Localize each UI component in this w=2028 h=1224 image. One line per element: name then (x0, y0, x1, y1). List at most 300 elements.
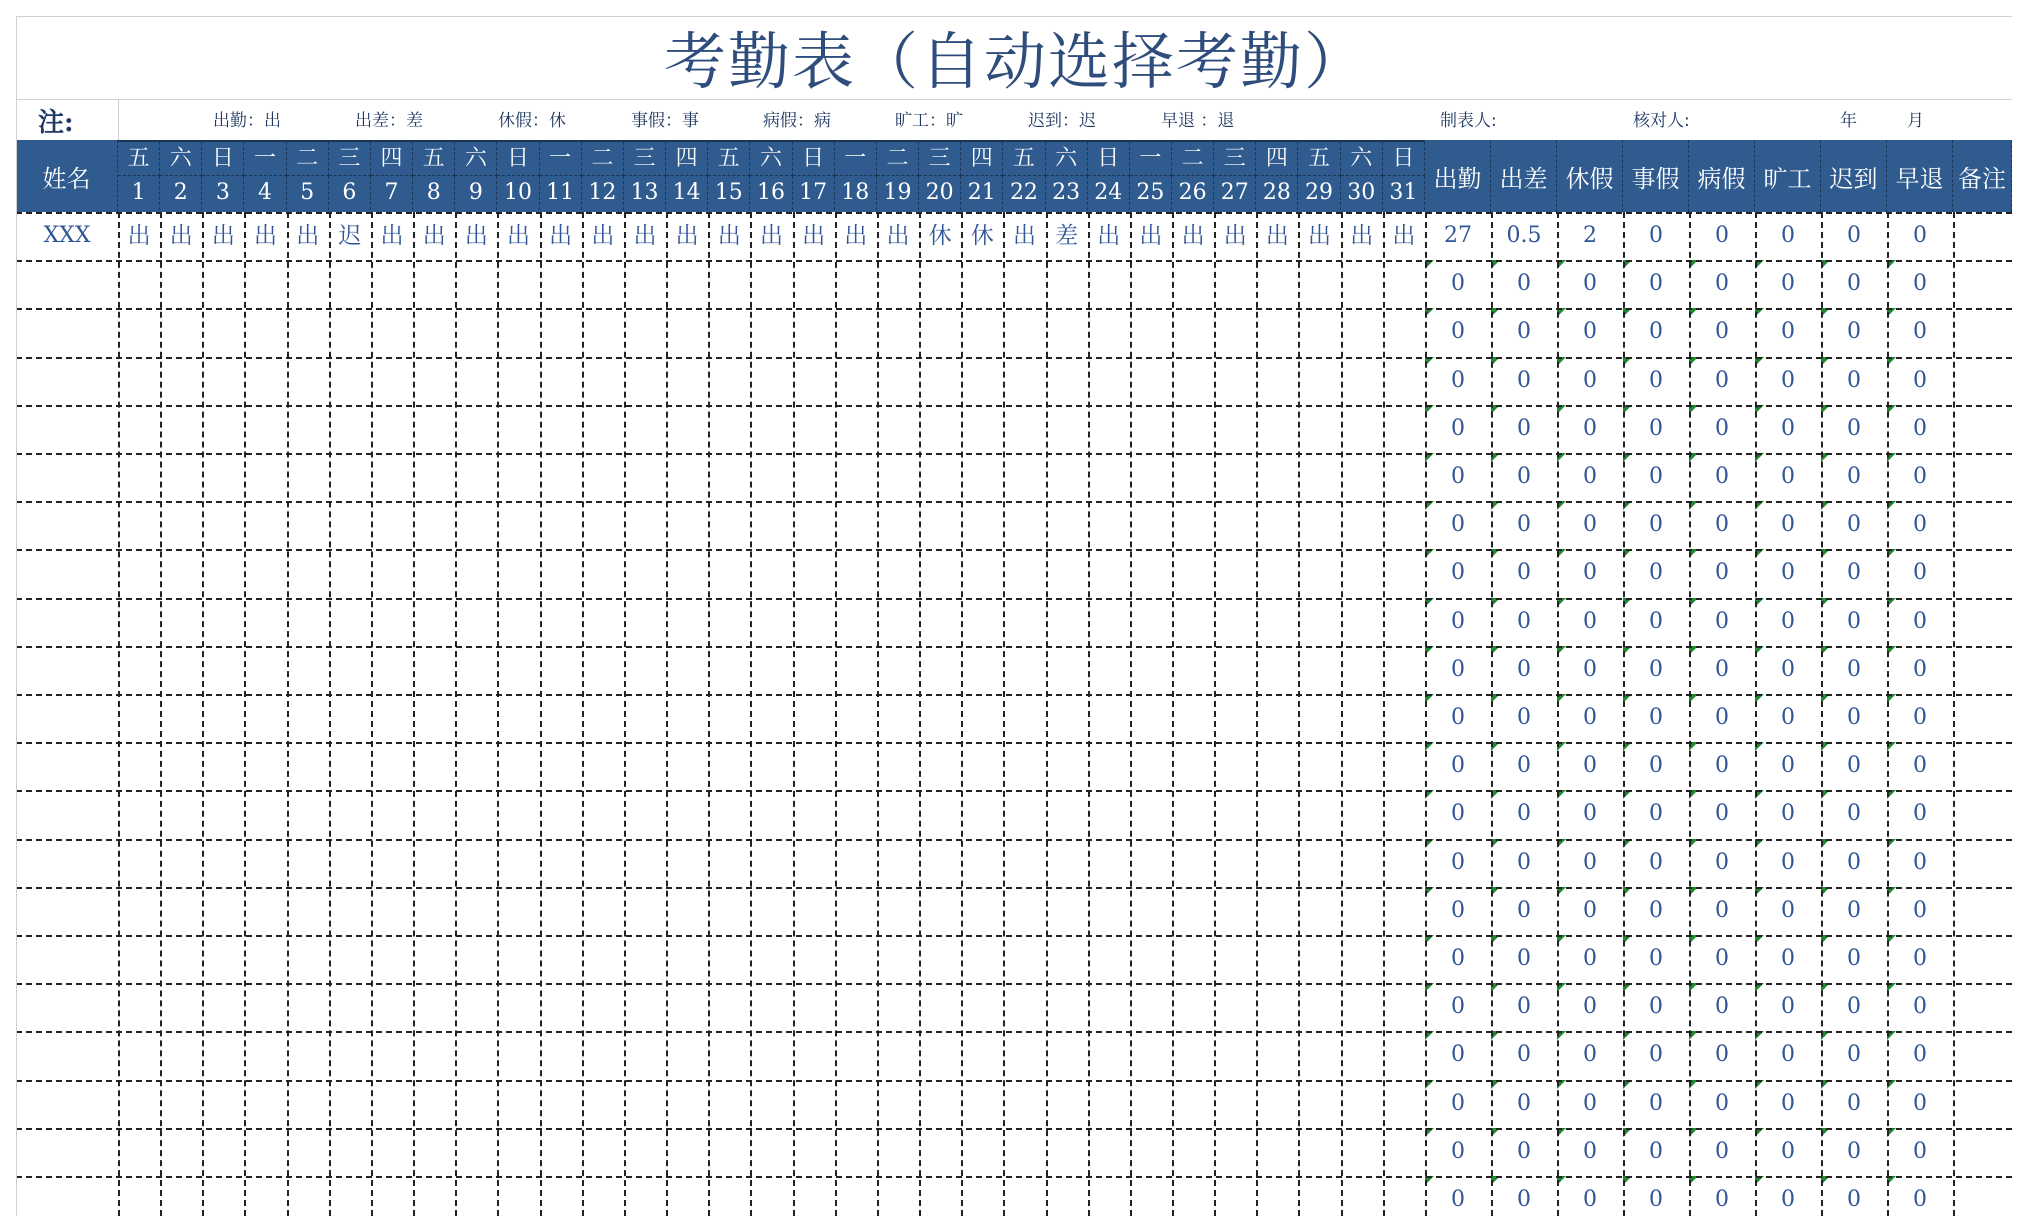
day-cell[interactable] (1172, 839, 1214, 887)
day-cell[interactable] (835, 1128, 877, 1176)
day-cell[interactable] (1341, 839, 1383, 887)
day-cell[interactable] (202, 1031, 244, 1079)
summary-cell[interactable] (1953, 887, 2012, 935)
day-cell[interactable] (1341, 1128, 1383, 1176)
day-cell[interactable] (1214, 742, 1256, 790)
day-cell[interactable] (455, 453, 497, 501)
day-cell[interactable] (329, 453, 371, 501)
day-cell[interactable] (1088, 694, 1130, 742)
day-cell[interactable] (919, 887, 961, 935)
day-cell[interactable] (160, 694, 202, 742)
day-cell[interactable] (329, 405, 371, 453)
summary-cell[interactable]: 0 (1887, 839, 1953, 887)
summary-cell[interactable]: 0 (1887, 260, 1953, 308)
day-cell[interactable] (835, 1080, 877, 1128)
day-cell[interactable] (582, 357, 624, 405)
day-cell[interactable] (1298, 742, 1340, 790)
day-cell[interactable] (371, 983, 413, 1031)
day-cell[interactable] (919, 694, 961, 742)
day-cell[interactable] (1214, 646, 1256, 694)
day-cell[interactable] (1341, 501, 1383, 549)
summary-cell[interactable]: 0 (1821, 308, 1887, 356)
day-cell[interactable]: 出 (633, 223, 657, 249)
day-cell[interactable] (1214, 1176, 1256, 1224)
day-cell[interactable] (1130, 1128, 1172, 1176)
day-cell[interactable] (666, 308, 708, 356)
summary-cell[interactable]: 0 (1755, 790, 1821, 838)
day-cell[interactable] (202, 598, 244, 646)
summary-cell[interactable]: 0 (1821, 935, 1887, 983)
day-cell[interactable] (160, 1128, 202, 1176)
day-cell[interactable] (540, 1031, 582, 1079)
day-cell[interactable] (244, 308, 286, 356)
day-cell[interactable] (118, 1176, 160, 1224)
day-cell[interactable] (919, 453, 961, 501)
day-cell[interactable] (624, 1176, 666, 1224)
day-cell[interactable] (793, 646, 835, 694)
day-cell[interactable] (1003, 1080, 1045, 1128)
day-cell[interactable] (1383, 501, 1425, 549)
day-cell[interactable] (1046, 790, 1088, 838)
summary-cell[interactable]: 0 (1623, 935, 1689, 983)
name-cell[interactable] (16, 260, 118, 308)
day-cell[interactable] (329, 501, 371, 549)
day-cell[interactable] (1256, 357, 1298, 405)
summary-cell[interactable] (1953, 935, 2012, 983)
day-cell[interactable] (1088, 549, 1130, 597)
day-cell[interactable] (1256, 260, 1298, 308)
summary-cell[interactable] (1953, 405, 2012, 453)
day-cell[interactable] (750, 357, 792, 405)
day-cell[interactable] (244, 1176, 286, 1224)
day-cell[interactable] (1341, 549, 1383, 597)
name-cell[interactable] (16, 790, 118, 838)
day-cell[interactable] (624, 694, 666, 742)
day-cell[interactable] (1088, 742, 1130, 790)
summary-cell[interactable]: 0 (1557, 598, 1623, 646)
summary-cell[interactable]: 0 (1425, 935, 1491, 983)
day-cell[interactable] (793, 839, 835, 887)
day-cell[interactable] (624, 357, 666, 405)
day-cell[interactable] (1341, 308, 1383, 356)
summary-cell[interactable]: 0 (1623, 453, 1689, 501)
day-cell[interactable] (961, 742, 1003, 790)
day-cell[interactable] (1003, 983, 1045, 1031)
day-cell[interactable] (1003, 1176, 1045, 1224)
day-cell[interactable] (1214, 357, 1256, 405)
day-cell[interactable] (413, 742, 455, 790)
day-cell[interactable] (835, 260, 877, 308)
day-cell[interactable] (919, 742, 961, 790)
day-cell[interactable] (708, 405, 750, 453)
name-cell[interactable] (16, 549, 118, 597)
day-cell[interactable] (961, 549, 1003, 597)
day-cell[interactable] (835, 694, 877, 742)
day-cell[interactable] (118, 839, 160, 887)
day-cell[interactable] (1256, 742, 1298, 790)
day-cell[interactable] (582, 598, 624, 646)
summary-cell[interactable]: 0 (1821, 742, 1887, 790)
day-cell[interactable] (1341, 260, 1383, 308)
day-cell[interactable] (244, 1128, 286, 1176)
day-cell[interactable] (582, 1176, 624, 1224)
day-cell[interactable] (329, 1176, 371, 1224)
day-cell[interactable] (877, 790, 919, 838)
day-cell[interactable] (1003, 742, 1045, 790)
day-cell[interactable] (540, 598, 582, 646)
day-cell[interactable] (244, 1031, 286, 1079)
day-cell[interactable] (961, 260, 1003, 308)
summary-cell[interactable]: 0 (1755, 646, 1821, 694)
day-cell[interactable] (287, 501, 329, 549)
summary-cell[interactable]: 0 (1491, 598, 1557, 646)
day-cell[interactable] (666, 887, 708, 935)
day-cell[interactable] (1088, 405, 1130, 453)
day-cell[interactable] (160, 308, 202, 356)
day-cell[interactable] (371, 308, 413, 356)
day-cell[interactable] (835, 453, 877, 501)
day-cell[interactable] (329, 549, 371, 597)
summary-cell[interactable]: 0 (1689, 742, 1755, 790)
day-cell[interactable] (160, 1176, 202, 1224)
name-cell[interactable] (16, 1080, 118, 1128)
day-cell[interactable] (1341, 790, 1383, 838)
day-cell[interactable] (919, 260, 961, 308)
day-cell[interactable] (329, 983, 371, 1031)
day-cell[interactable] (624, 1128, 666, 1176)
summary-cell[interactable]: 0 (1821, 1176, 1887, 1224)
day-cell[interactable]: 出 (802, 223, 826, 249)
summary-cell[interactable]: 0 (1689, 887, 1755, 935)
day-cell[interactable] (413, 405, 455, 453)
day-cell[interactable] (1256, 549, 1298, 597)
day-cell[interactable] (329, 260, 371, 308)
day-cell[interactable] (666, 405, 708, 453)
day-cell[interactable] (708, 598, 750, 646)
day-cell[interactable] (1341, 694, 1383, 742)
day-cell[interactable] (1298, 501, 1340, 549)
day-cell[interactable] (287, 646, 329, 694)
day-cell[interactable] (160, 260, 202, 308)
day-cell[interactable] (582, 887, 624, 935)
day-cell[interactable] (750, 549, 792, 597)
day-cell[interactable] (835, 887, 877, 935)
day-cell[interactable]: 出 (380, 223, 404, 249)
day-cell[interactable] (287, 1128, 329, 1176)
day-cell[interactable] (1214, 501, 1256, 549)
day-cell[interactable] (877, 405, 919, 453)
day-cell[interactable] (919, 1080, 961, 1128)
day-cell[interactable] (582, 839, 624, 887)
day-cell[interactable] (202, 308, 244, 356)
day-cell[interactable] (329, 1080, 371, 1128)
summary-cell[interactable]: 0 (1491, 357, 1557, 405)
day-cell[interactable] (540, 935, 582, 983)
day-cell[interactable] (624, 260, 666, 308)
day-cell[interactable] (1088, 598, 1130, 646)
day-cell[interactable] (1130, 357, 1172, 405)
summary-cell[interactable]: 0 (1755, 1031, 1821, 1079)
name-cell[interactable] (16, 742, 118, 790)
summary-cell[interactable]: 0 (1821, 694, 1887, 742)
day-cell[interactable] (202, 887, 244, 935)
day-cell[interactable] (1341, 646, 1383, 694)
summary-cell[interactable]: 0 (1623, 1031, 1689, 1079)
day-cell[interactable] (1046, 1176, 1088, 1224)
day-cell[interactable] (371, 501, 413, 549)
summary-cell[interactable]: 0 (1887, 549, 1953, 597)
day-cell[interactable] (919, 790, 961, 838)
day-cell[interactable]: 出 (1265, 223, 1289, 249)
day-cell[interactable] (371, 935, 413, 983)
day-cell[interactable] (1003, 549, 1045, 597)
day-cell[interactable] (413, 549, 455, 597)
day-cell[interactable] (497, 790, 539, 838)
summary-cell[interactable]: 0 (1887, 790, 1953, 838)
day-cell[interactable] (329, 790, 371, 838)
day-cell[interactable] (961, 1031, 1003, 1079)
day-cell[interactable] (835, 405, 877, 453)
day-cell[interactable]: 出 (254, 223, 278, 249)
day-cell[interactable] (1214, 839, 1256, 887)
day-cell[interactable] (708, 694, 750, 742)
day-cell[interactable] (244, 549, 286, 597)
day-cell[interactable] (202, 1128, 244, 1176)
day-cell[interactable] (497, 260, 539, 308)
summary-cell[interactable]: 0 (1689, 1128, 1755, 1176)
summary-cell[interactable]: 0 (1557, 790, 1623, 838)
day-cell[interactable] (118, 453, 160, 501)
day-cell[interactable] (835, 501, 877, 549)
day-cell[interactable] (497, 646, 539, 694)
day-cell[interactable] (1341, 1080, 1383, 1128)
day-cell[interactable] (1383, 887, 1425, 935)
day-cell[interactable] (1046, 742, 1088, 790)
day-cell[interactable] (329, 694, 371, 742)
summary-cell[interactable]: 0 (1425, 694, 1491, 742)
day-cell[interactable] (1003, 1128, 1045, 1176)
day-cell[interactable] (582, 549, 624, 597)
summary-cell[interactable]: 0 (1887, 357, 1953, 405)
name-cell[interactable] (16, 646, 118, 694)
summary-cell[interactable]: 0 (1755, 1176, 1821, 1224)
summary-cell[interactable]: 0 (1425, 1080, 1491, 1128)
day-cell[interactable] (961, 1080, 1003, 1128)
day-cell[interactable] (1256, 405, 1298, 453)
summary-cell[interactable]: 0 (1821, 549, 1887, 597)
day-cell[interactable] (624, 549, 666, 597)
summary-cell[interactable]: 0 (1557, 1031, 1623, 1079)
day-cell[interactable] (919, 501, 961, 549)
day-cell[interactable] (244, 405, 286, 453)
summary-cell[interactable]: 0 (1425, 357, 1491, 405)
day-cell[interactable] (413, 839, 455, 887)
day-cell[interactable] (160, 983, 202, 1031)
day-cell[interactable] (202, 983, 244, 1031)
day-cell[interactable] (1214, 694, 1256, 742)
name-cell[interactable] (16, 501, 118, 549)
summary-cell[interactable]: 0 (1557, 549, 1623, 597)
summary-cell[interactable]: 0 (1557, 887, 1623, 935)
day-cell[interactable] (919, 405, 961, 453)
day-cell[interactable] (835, 983, 877, 1031)
day-cell[interactable] (1298, 1031, 1340, 1079)
day-cell[interactable] (287, 260, 329, 308)
day-cell[interactable] (1130, 501, 1172, 549)
day-cell[interactable] (413, 694, 455, 742)
day-cell[interactable] (118, 260, 160, 308)
day-cell[interactable] (1088, 839, 1130, 887)
name-cell[interactable] (16, 935, 118, 983)
day-cell[interactable] (666, 1080, 708, 1128)
day-cell[interactable] (1383, 983, 1425, 1031)
day-cell[interactable] (793, 308, 835, 356)
day-cell[interactable] (455, 1080, 497, 1128)
summary-cell[interactable]: 0 (1491, 1031, 1557, 1079)
day-cell[interactable] (793, 549, 835, 597)
day-cell[interactable]: 出 (211, 223, 235, 249)
summary-cell[interactable]: 0 (1689, 1031, 1755, 1079)
summary-cell[interactable]: 0 (1821, 501, 1887, 549)
day-cell[interactable] (371, 646, 413, 694)
day-cell[interactable] (202, 549, 244, 597)
summary-cell[interactable]: 0 (1755, 1080, 1821, 1128)
day-cell[interactable] (160, 549, 202, 597)
summary-cell[interactable]: 0 (1491, 1128, 1557, 1176)
summary-cell[interactable]: 0 (1689, 549, 1755, 597)
summary-cell[interactable]: 0 (1623, 839, 1689, 887)
day-cell[interactable] (1214, 935, 1256, 983)
day-cell[interactable] (1130, 549, 1172, 597)
day-cell[interactable] (1172, 405, 1214, 453)
day-cell[interactable] (1130, 453, 1172, 501)
day-cell[interactable] (582, 790, 624, 838)
day-cell[interactable] (1172, 1128, 1214, 1176)
name-cell[interactable] (16, 598, 118, 646)
summary-cell[interactable]: 0 (1491, 1080, 1557, 1128)
day-cell[interactable] (160, 357, 202, 405)
summary-cell[interactable]: 0 (1821, 357, 1887, 405)
day-cell[interactable] (202, 742, 244, 790)
day-cell[interactable] (287, 839, 329, 887)
day-cell[interactable] (160, 598, 202, 646)
day-cell[interactable] (793, 598, 835, 646)
day-cell[interactable] (582, 501, 624, 549)
day-cell[interactable] (497, 983, 539, 1031)
day-cell[interactable] (708, 260, 750, 308)
day-cell[interactable] (118, 646, 160, 694)
day-cell[interactable] (750, 598, 792, 646)
day-cell[interactable] (160, 1080, 202, 1128)
day-cell[interactable] (666, 1128, 708, 1176)
day-cell[interactable] (1172, 790, 1214, 838)
day-cell[interactable] (877, 935, 919, 983)
day-cell[interactable] (371, 1080, 413, 1128)
day-cell[interactable] (708, 887, 750, 935)
day-cell[interactable] (708, 1080, 750, 1128)
day-cell[interactable] (455, 742, 497, 790)
day-cell[interactable] (413, 260, 455, 308)
day-cell[interactable] (329, 1128, 371, 1176)
day-cell[interactable]: 迟 (338, 223, 362, 249)
summary-cell[interactable]: 0 (1755, 549, 1821, 597)
day-cell[interactable] (835, 357, 877, 405)
day-cell[interactable] (919, 598, 961, 646)
day-cell[interactable] (1172, 983, 1214, 1031)
day-cell[interactable] (1088, 935, 1130, 983)
summary-cell[interactable]: 0 (1623, 260, 1689, 308)
day-cell[interactable] (624, 598, 666, 646)
summary-cell[interactable]: 0 (1491, 790, 1557, 838)
summary-cell[interactable]: 0 (1623, 598, 1689, 646)
day-cell[interactable] (1046, 694, 1088, 742)
summary-cell[interactable]: 0 (1491, 549, 1557, 597)
day-cell[interactable] (540, 501, 582, 549)
summary-cell[interactable]: 0 (1491, 694, 1557, 742)
day-cell[interactable] (961, 598, 1003, 646)
day-cell[interactable] (624, 646, 666, 694)
summary-cell[interactable]: 0 (1425, 598, 1491, 646)
summary-cell[interactable]: 0 (1755, 598, 1821, 646)
name-cell[interactable]: XXX (43, 223, 91, 248)
day-cell[interactable] (455, 501, 497, 549)
day-cell[interactable] (1046, 549, 1088, 597)
day-cell[interactable] (666, 260, 708, 308)
day-cell[interactable] (582, 1080, 624, 1128)
day-cell[interactable] (666, 694, 708, 742)
day-cell[interactable] (540, 260, 582, 308)
day-cell[interactable] (413, 1080, 455, 1128)
day-cell[interactable] (877, 1031, 919, 1079)
day-cell[interactable] (582, 742, 624, 790)
day-cell[interactable] (244, 887, 286, 935)
day-cell[interactable] (287, 694, 329, 742)
day-cell[interactable] (244, 935, 286, 983)
name-cell[interactable] (16, 694, 118, 742)
day-cell[interactable] (497, 549, 539, 597)
day-cell[interactable] (244, 598, 286, 646)
day-cell[interactable]: 出 (759, 223, 783, 249)
day-cell[interactable] (118, 357, 160, 405)
summary-cell[interactable]: 0 (1887, 598, 1953, 646)
summary-cell[interactable]: 0 (1557, 694, 1623, 742)
day-cell[interactable] (118, 983, 160, 1031)
day-cell[interactable] (287, 983, 329, 1031)
summary-cell[interactable]: 0 (1689, 790, 1755, 838)
summary-cell[interactable]: 0 (1821, 839, 1887, 887)
day-cell[interactable] (877, 598, 919, 646)
day-cell[interactable] (877, 549, 919, 597)
day-cell[interactable] (1003, 790, 1045, 838)
day-cell[interactable] (1172, 357, 1214, 405)
day-cell[interactable] (540, 887, 582, 935)
day-cell[interactable] (1383, 694, 1425, 742)
day-cell[interactable] (118, 549, 160, 597)
day-cell[interactable] (919, 549, 961, 597)
day-cell[interactable] (287, 357, 329, 405)
day-cell[interactable] (624, 839, 666, 887)
day-cell[interactable] (1130, 887, 1172, 935)
summary-cell[interactable]: 0 (1821, 646, 1887, 694)
day-cell[interactable] (455, 405, 497, 453)
day-cell[interactable] (413, 1128, 455, 1176)
day-cell[interactable] (540, 983, 582, 1031)
summary-cell[interactable]: 0 (1755, 742, 1821, 790)
day-cell[interactable] (1003, 887, 1045, 935)
day-cell[interactable] (708, 549, 750, 597)
summary-cell[interactable] (1953, 983, 2012, 1031)
day-cell[interactable] (708, 1176, 750, 1224)
